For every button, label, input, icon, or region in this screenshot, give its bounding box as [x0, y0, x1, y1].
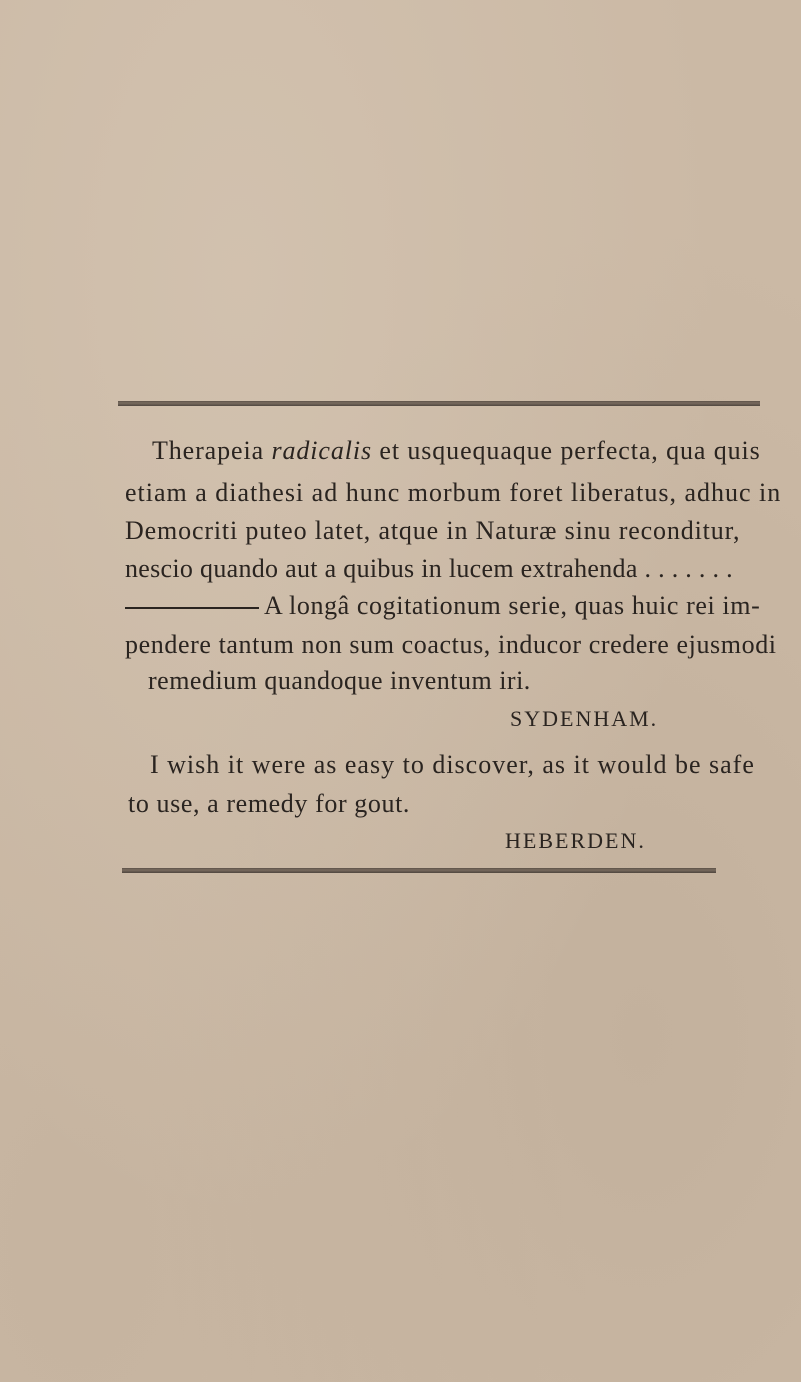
ellipsis-dash — [125, 607, 259, 609]
epigraph-1-line-4: nescio quando aut a quibus in lucem extrahenda . . . . . . . — [125, 554, 733, 583]
epigraph-1-line-1-end: et usquequaque perfecta, qua quis — [372, 436, 761, 465]
top-ornamental-rule — [118, 401, 760, 406]
epigraph-1-line-1 — [152, 438, 761, 464]
epigraph-2-attribution: HEBERDEN. — [505, 828, 646, 853]
epigraph-1-line-1-start: Therapeia — [152, 436, 272, 465]
bottom-ornamental-rule — [122, 868, 716, 873]
epigraph-2-line-1: I wish it were as easy to discover, as it would be safe — [150, 750, 755, 779]
epigraph-1-italic-word: radicalis — [271, 436, 372, 465]
epigraph-1-line-2: etiam a diathesi ad hunc morbum foret liberatus, adhuc in — [125, 478, 782, 507]
epigraph-1-line-3: Democriti puteo latet, atque in Naturæ sinu reconditur, — [125, 516, 741, 545]
epigraph-1-line-6: pendere tantum non sum coactus, inducor credere ejusmodi — [125, 630, 777, 659]
epigraph-1-line-5: A longâ cogitationum serie, quas huic rei im- — [264, 591, 761, 620]
epigraph-1-attribution: SYDENHAM. — [510, 706, 659, 731]
epigraph-2-line-2: to use, a remedy for gout. — [128, 789, 411, 818]
epigraph-1-line-7: remedium quandoque inventum iri. — [148, 666, 531, 695]
